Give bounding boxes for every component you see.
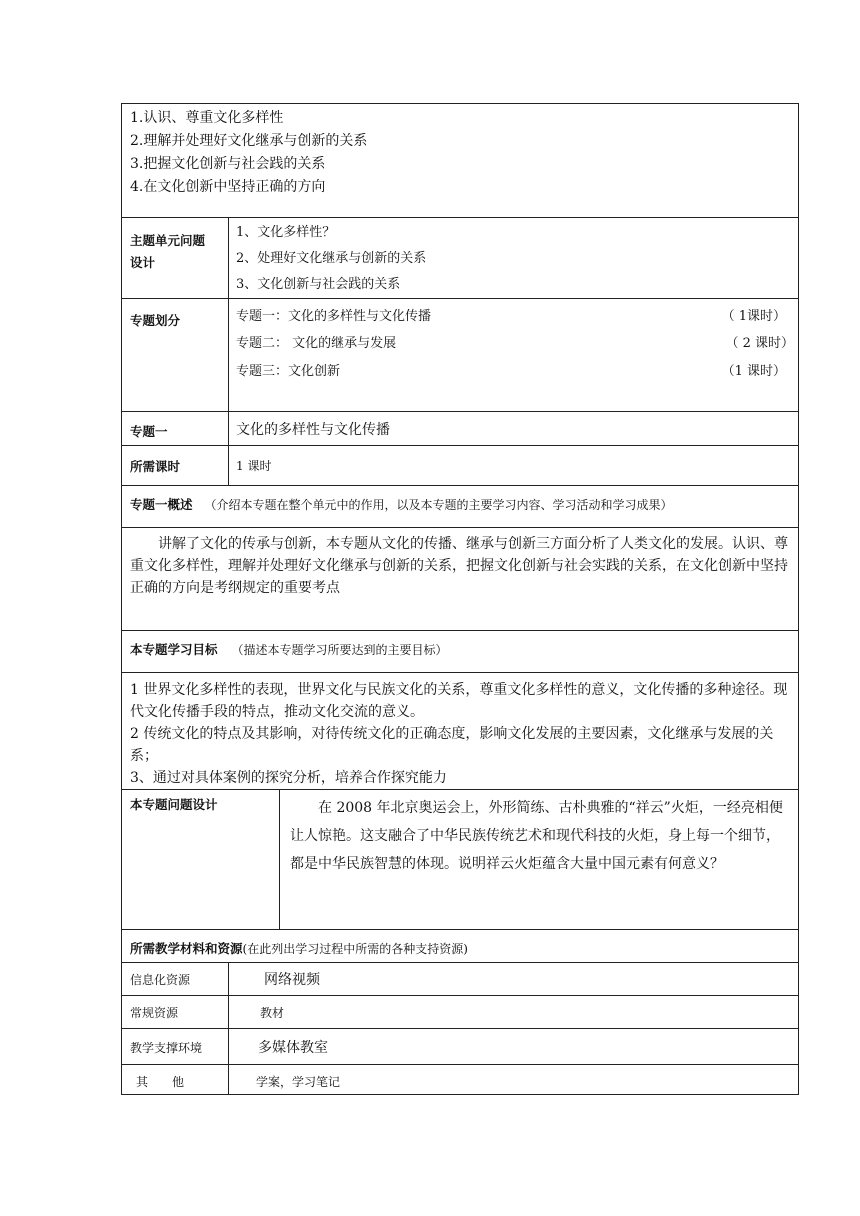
topic1-row: [121, 411, 799, 445]
learning-goal-item: 3、通过对具体案例的探究分析，培养合作探究能力: [130, 770, 447, 786]
topic-name: 专题一：文化的多样性与文化传播: [236, 309, 432, 324]
resource-row: [121, 1064, 799, 1095]
resource-row: [121, 995, 799, 1028]
hours-value: 1 课时: [236, 459, 272, 473]
lesson-plan-table: [121, 103, 799, 1095]
learning-goals-body-row: [121, 672, 799, 789]
learning-goals-label: 本专题学习目标: [130, 642, 218, 657]
question-design-row: [121, 789, 799, 929]
resource-label: 信息化资源: [130, 973, 191, 987]
learning-goals-header: [130, 639, 448, 658]
objective-item: 2.理解并处理好文化继承与创新的关系: [130, 133, 368, 149]
unit-questions-label-cell: [122, 218, 229, 298]
resource-value: 教材: [260, 1006, 285, 1020]
resource-label-cell: [122, 963, 229, 995]
topic-name: 专题二： 文化的继承与发展: [236, 336, 397, 351]
topic1-label: 专题一: [130, 424, 168, 439]
resources-label: 所需教学材料和资源: [130, 941, 243, 956]
resource-label-cell: [122, 1029, 229, 1064]
hours-label: 所需课时: [130, 459, 181, 474]
question-design-label: 本专题问题设计: [130, 797, 218, 812]
question-design-label-cell: [122, 790, 280, 929]
objective-item: 1.认识、尊重文化多样性: [130, 110, 284, 126]
unit-questions-label-2: 设计: [130, 255, 156, 270]
learning-goals-header-row: [121, 630, 799, 672]
unit-question-item: 2、处理好文化继承与创新的关系: [236, 251, 427, 266]
topic-division-label: 专题划分: [130, 313, 181, 328]
resource-label: 其 他: [136, 1075, 185, 1089]
resources-hint: (在此列出学习过程中所需的各种支持资源): [242, 942, 468, 956]
resource-label: 常规资源: [130, 1006, 179, 1020]
unit-questions-label: 主题单元问题: [130, 233, 206, 248]
topic-name: 专题三：文化创新: [236, 364, 341, 379]
resources-header: [130, 938, 468, 957]
unit-questions-row: [121, 217, 799, 298]
resource-row: [121, 962, 799, 995]
overview-label: 专题一概述: [130, 497, 193, 512]
resource-label: 教学支撑环境: [130, 1041, 203, 1055]
overview-hint: （介绍本专题在整个单元中的作用，以及本专题的主要学习内容、学习活动和学习成果）: [204, 498, 673, 512]
topic1-label-cell: [122, 412, 229, 445]
resource-value: 网络视频: [264, 972, 320, 988]
topic-hours: （ 2 课时）: [725, 336, 794, 351]
resource-value: 学案，学习笔记: [256, 1075, 341, 1089]
objectives-section: [121, 103, 799, 217]
hours-row: [121, 445, 799, 485]
overview-header-row: [121, 485, 799, 527]
overview-header: [130, 494, 673, 513]
resource-label-cell: [122, 996, 229, 1028]
topic-hours: （1 课时）: [721, 364, 786, 379]
objective-item: 3.把握文化创新与社会践的关系: [130, 156, 326, 172]
learning-goal-item: 1 世界文化多样性的表现，世界文化与民族文化的关系，尊重文化多样性的意义，文化传播的多种途径。现代文化传播手段的特点，推动文化交流的意义。: [130, 682, 788, 720]
overview-body: 讲解了文化的传承与创新，本专题从文化的传播、继承与创新三方面分析了人类文化的发展。认识、尊重文化多样性，理解并处理好文化继承与创新的关系，把握文化创新与社会实践的关系，在文化创新中坚持正确的方向是考纲规定的重要考点: [130, 536, 788, 596]
learning-goal-item: 2 传统文化的特点及其影响，对待传统文化的正确态度，影响文化发展的主要因素，文化继承与发展的关系；: [130, 726, 774, 764]
overview-body-row: [121, 527, 799, 630]
objective-item: 4.在文化创新中坚持正确的方向: [130, 179, 326, 195]
topic-division-label-cell: [122, 299, 229, 411]
hours-label-cell: [122, 446, 229, 485]
resource-row: [121, 1028, 799, 1064]
learning-goals-body: [130, 679, 794, 789]
question-design-body: 在 2008 年北京奥运会上，外形简练、古朴典雅的“祥云”火炬，一经亮相便让人惊艳。这支融合了中华民族传统艺术和现代科技的火炬，身上每一个细节，都是中华民族智慧的体现。说明祥云火炬蕴含大量中国元素有何意义？: [290, 800, 783, 872]
topic-division-row: [121, 298, 799, 411]
topic1-value: 文化的多样性与文化传播: [236, 422, 390, 438]
resource-value: 多媒体教室: [258, 1040, 328, 1056]
unit-question-item: 3、文化创新与社会践的关系: [236, 277, 401, 292]
resources-header-row: [121, 929, 799, 962]
topic-hours: （ 1课时）: [721, 309, 786, 324]
learning-goals-hint: （描述本专题学习所要达到的主要目标）: [231, 643, 448, 657]
resource-label-cell: [122, 1065, 229, 1094]
unit-question-item: 1、文化多样性？: [236, 225, 336, 240]
